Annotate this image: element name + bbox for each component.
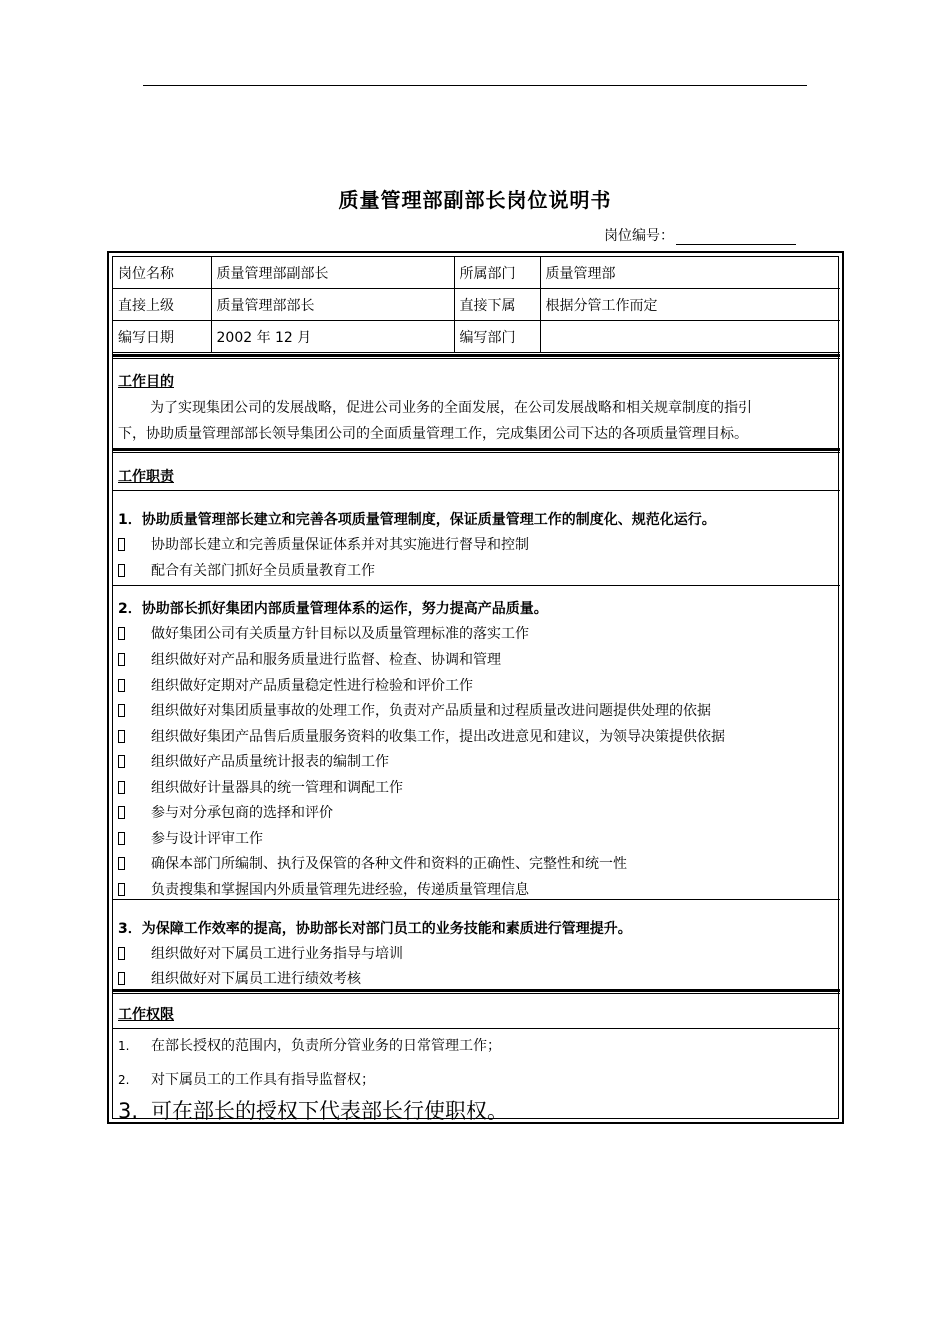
value-department: 质量管理部	[540, 257, 840, 289]
list-item: 组织做好对集团质量事故的处理工作，负责对产品质量和过程质量改进问题提供处理的依据	[118, 700, 711, 720]
bullet-icon	[118, 947, 125, 960]
table-row	[113, 289, 840, 321]
bullet-icon	[118, 538, 125, 551]
purpose-title: 工作目的	[118, 374, 174, 390]
document-title: 质量管理部副部长岗位说明书	[338, 188, 612, 212]
bullet-icon	[118, 755, 125, 768]
section-divider	[113, 354, 840, 359]
section-divider	[113, 989, 840, 994]
authority-divider	[113, 1028, 840, 1029]
list-item: 组织做好对下属员工进行业务指导与培训	[118, 943, 403, 963]
bullet-icon	[118, 704, 125, 717]
duties-divider	[113, 899, 840, 900]
bullet-icon	[118, 883, 125, 896]
label-direct-superior: 直接上级	[113, 289, 211, 321]
duties-title: 工作职责	[118, 469, 174, 485]
authority-item-2: 2. 对下属员工的工作具有指导监督权；	[118, 1072, 375, 1088]
bullet-icon	[118, 781, 125, 794]
list-item: 协助部长建立和完善质量保证体系并对其实施进行督导和控制	[118, 534, 529, 554]
bullet-icon	[118, 857, 125, 870]
list-item: 组织做好定期对产品质量稳定性进行检验和评价工作	[118, 675, 473, 695]
job-description-body	[112, 256, 839, 1123]
bullet-icon	[118, 972, 125, 985]
authority-item-3: 3. 可在部长的授权下代表部长行使职权。	[118, 1099, 508, 1123]
table-row	[113, 257, 840, 289]
authority-title: 工作权限	[118, 1007, 174, 1023]
header-rule	[143, 85, 807, 86]
list-item: 组织做好对产品和服务质量进行监督、检查、协调和管理	[118, 649, 501, 669]
list-item: 组织做好对下属员工进行绩效考核	[118, 968, 361, 988]
duty-heading-3: 3．为保障工作效率的提高，协助部长对部门员工的业务技能和素质进行管理提升。	[118, 921, 632, 937]
list-item: 负责搜集和掌握国内外质量管理先进经验，传递质量管理信息	[118, 879, 529, 899]
bullet-icon	[118, 653, 125, 666]
list-item: 确保本部门所编制、执行及保管的各种文件和资料的正确性、完整性和统一性	[118, 853, 627, 873]
purpose-line-1: 为了实现集团公司的发展战略，促进公司业务的全面发展，在公司发展战略和相关规章制度的指引	[150, 400, 752, 416]
list-item: 组织做好产品质量统计报表的编制工作	[118, 751, 389, 771]
job-description-frame	[107, 251, 844, 1124]
bullet-icon	[118, 832, 125, 845]
position-code-field	[676, 230, 796, 245]
value-direct-subordinate: 根据分管工作而定	[540, 289, 840, 321]
list-item: 参与对分承包商的选择和评价	[118, 802, 333, 822]
bullet-icon	[118, 730, 125, 743]
list-item: 配合有关部门抓好全员质量教育工作	[118, 560, 375, 580]
list-item: 参与设计评审工作	[118, 828, 263, 848]
bullet-icon	[118, 679, 125, 692]
table-row	[113, 321, 840, 353]
purpose-text	[118, 395, 836, 447]
list-item: 做好集团公司有关质量方针目标以及质量管理标准的落实工作	[118, 623, 529, 643]
bullet-icon	[118, 806, 125, 819]
label-write-department: 编写部门	[454, 321, 540, 353]
label-position-name: 岗位名称	[113, 257, 211, 289]
duties-divider	[113, 585, 840, 586]
label-direct-subordinate: 直接下属	[454, 289, 540, 321]
duty-heading-2: 2．协助部长抓好集团内部质量管理体系的运作，努力提高产品质量。	[118, 601, 548, 617]
info-table	[113, 257, 840, 353]
value-position-name: 质量管理部副部长	[211, 257, 454, 289]
authority-item-1: 1. 在部长授权的范围内，负责所分管业务的日常管理工作；	[118, 1038, 501, 1054]
bullet-icon	[118, 627, 125, 640]
value-write-date: 2002 年 12 月	[211, 321, 454, 353]
position-code	[604, 225, 796, 245]
list-item: 组织做好计量器具的统一管理和调配工作	[118, 777, 403, 797]
purpose-line-2: 下，协助质量管理部部长领导集团公司的全面质量管理工作，完成集团公司下达的各项质量管理目标。	[118, 426, 748, 442]
value-write-department	[540, 321, 840, 353]
duties-divider	[113, 490, 840, 491]
position-code-label: 岗位编号：	[604, 228, 674, 244]
section-divider	[113, 448, 840, 453]
value-direct-superior: 质量管理部部长	[211, 289, 454, 321]
duty-heading-1: 1．协助质量管理部长建立和完善各项质量管理制度，保证质量管理工作的制度化、规范化运行。	[118, 512, 716, 528]
list-item: 组织做好集团产品售后质量服务资料的收集工作，提出改进意见和建议，为领导决策提供依据	[118, 726, 725, 746]
label-department: 所属部门	[454, 257, 540, 289]
label-write-date: 编写日期	[113, 321, 211, 353]
bullet-icon	[118, 564, 125, 577]
